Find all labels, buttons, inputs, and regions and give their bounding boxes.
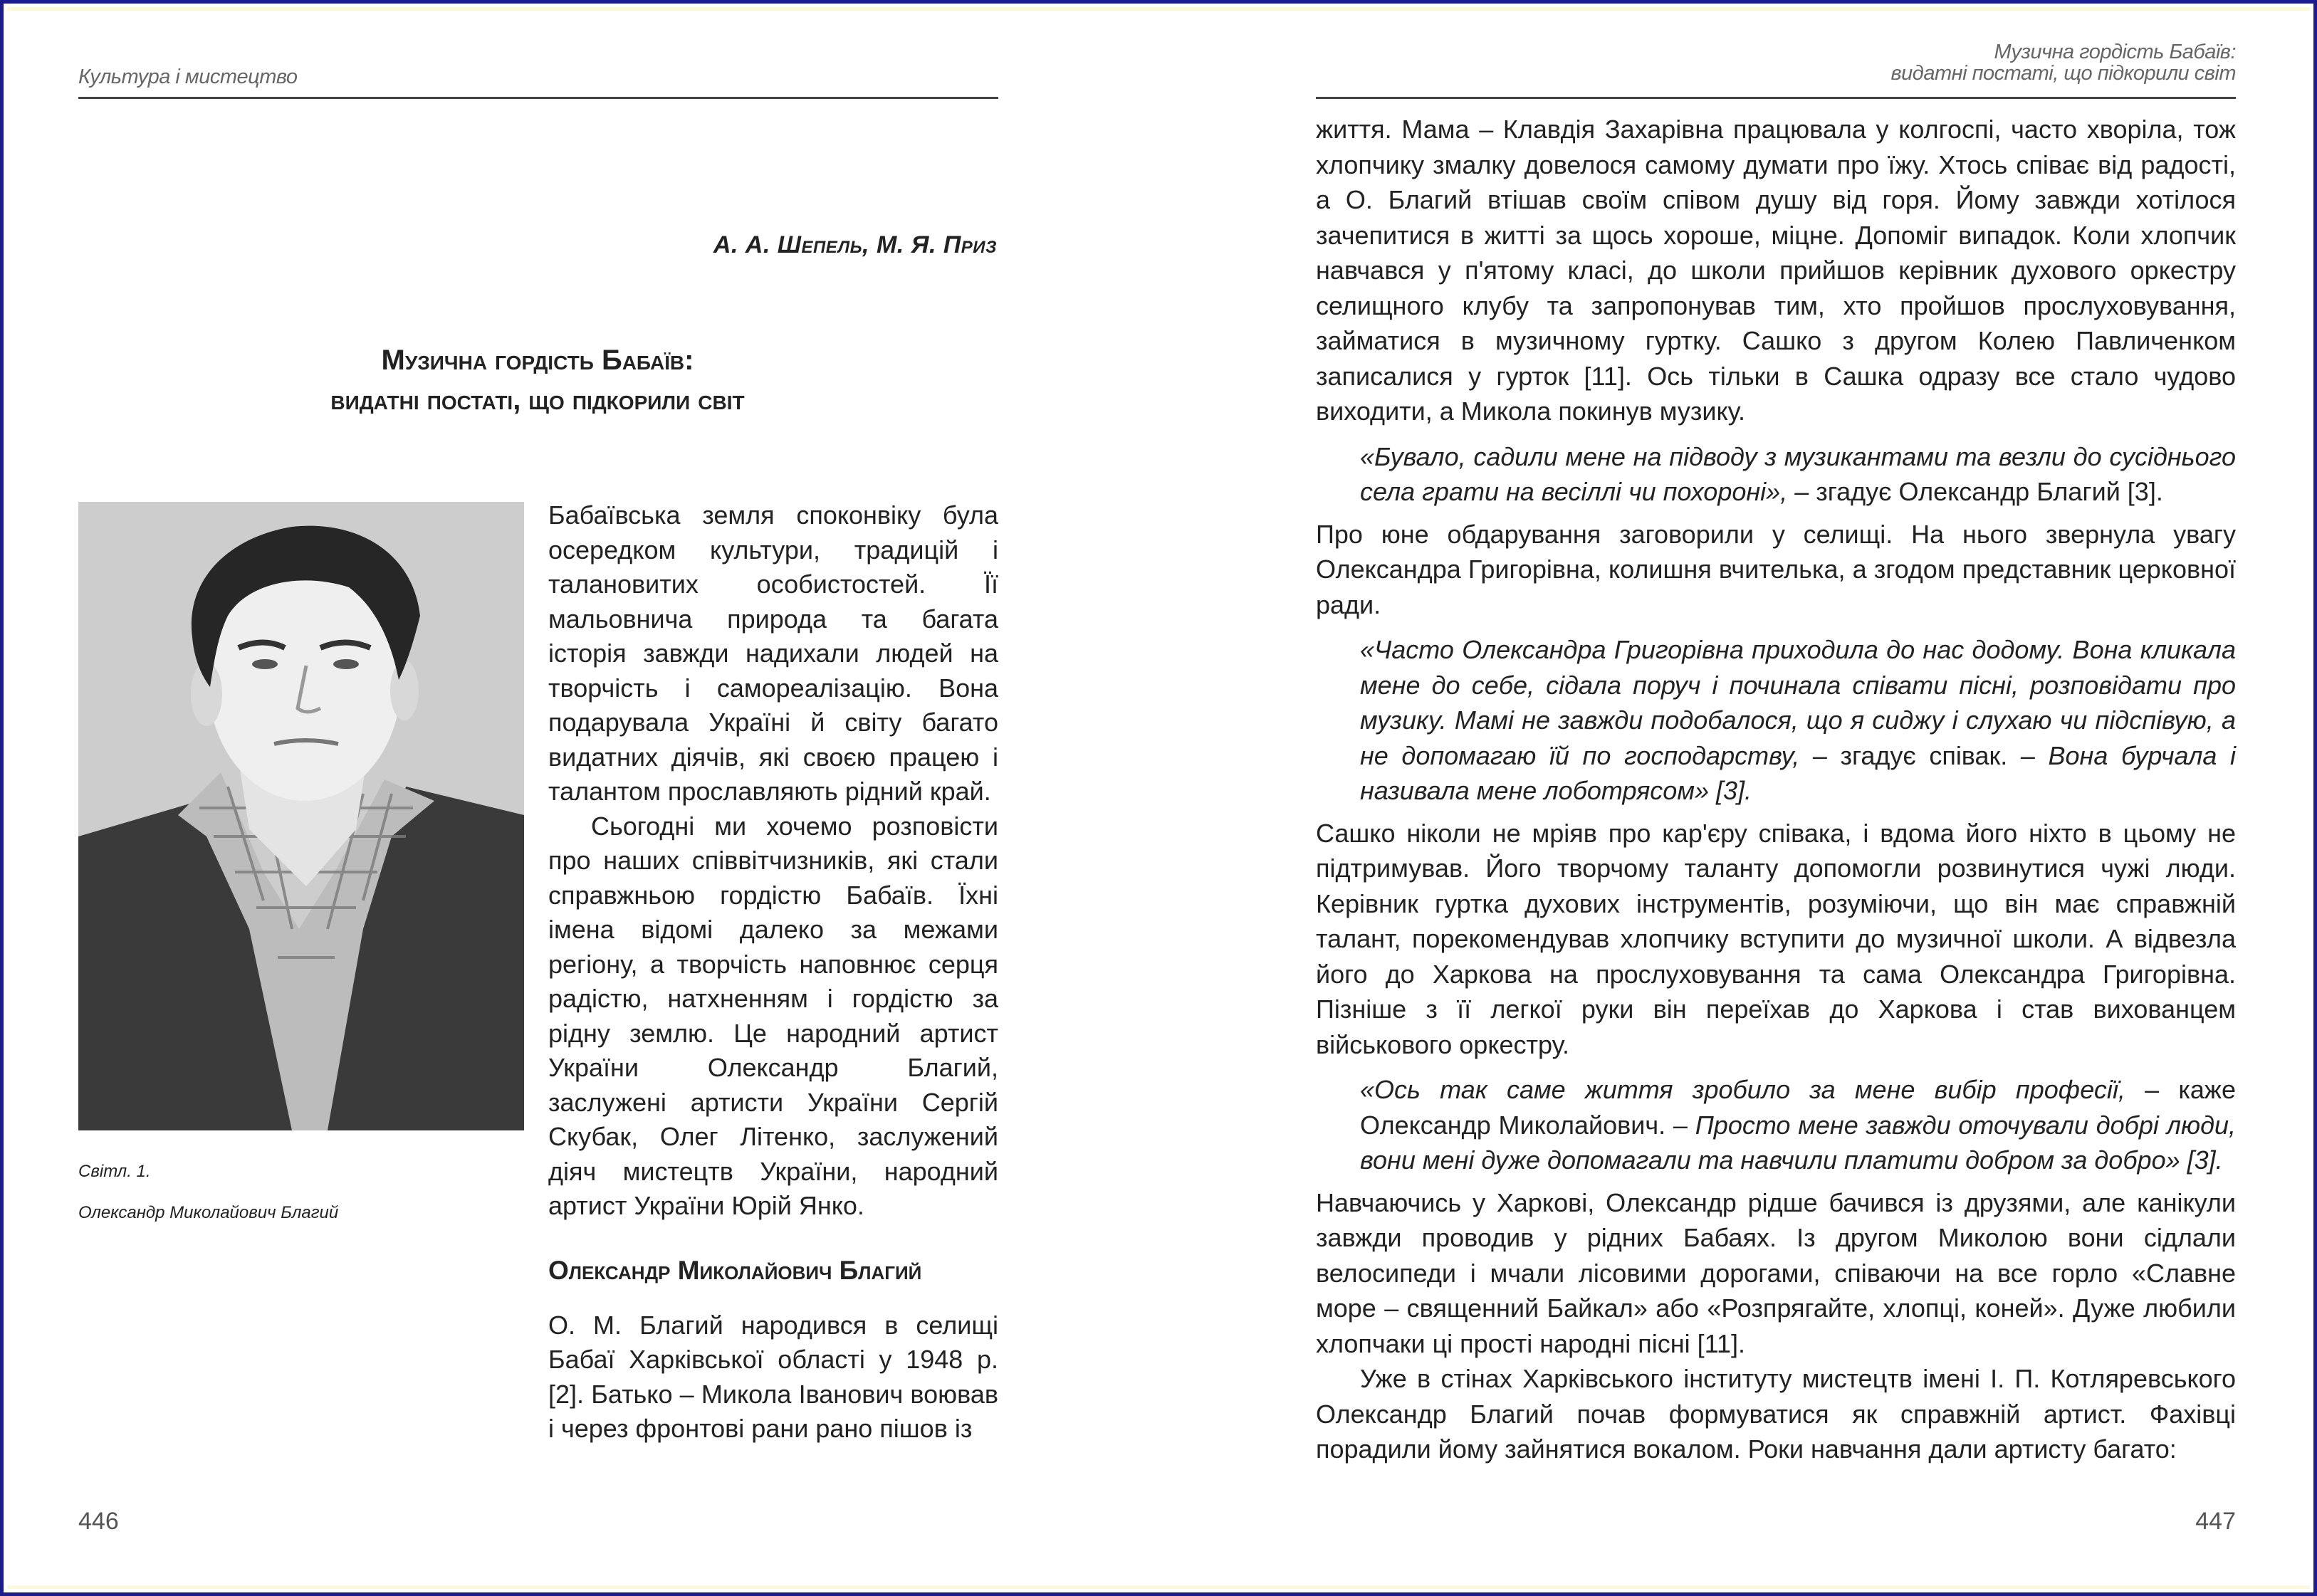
section-heading: Олександр Миколайович Благий (548, 1255, 922, 1285)
body-paragraph-3: Сашко ніколи не мріяв про кар'єру співака, і вдома його ніхто в цьому не підтримував. Його творчому таланту допомогли розвинутися чужі люди. Керівник гуртка духових інструментів, розуміючи, що він має справжній талант, порекомендував хлопчику вступити до музичної школи. А відвезла його до Харкова на прослуховування та сама Олександра Григорівна. Пізніше з її легкої руки він переїхав до Харкова і став вихованцем військового оркестру. (1316, 818, 2236, 1059)
title-line-2: видатні постаті, що підкорили світ (330, 384, 745, 416)
portrait-photo (78, 502, 524, 1130)
bio-paragraph: О. М. Благий народився в селищі Бабаї Харківської області у 1948 р. [2]. Батько – Микола Іванович воював і через фронтові рани рано пішов із (548, 1310, 998, 1443)
article-title (78, 340, 997, 420)
quote-2-italic: «Часто Олександра Григорівна приходила до нас додому. Вона кликала мене до себе, сідала поруч і починала співати пісні, розповідати про музику. Мамі не завжди подобалося, що я сиджу і слухаю чи підспівую, а не допомагаю їй по господарству, (1360, 635, 2236, 770)
title-line-1: Музична гордість Бабаїв: (381, 345, 694, 376)
left-page (0, 0, 1158, 1596)
body-paragraph-1: життя. Мама – Клавдія Захарівна працювала у колгоспі, часто хворіла, тож хлопчику змалку довелося самому думати про їжу. Хтось співає від радості, а О. Благий втішав своїм співом душу від горя. Йому завжди хотілося зачепитися в житті за щось хороше, міцне. Допоміг випадок. Коли хлопчик навчався у п'ятому класі, до школи прийшов керівник духового оркестру селищного клубу та запропонував тим, хто пройшов прослуховування, займатися в музичному гуртку. Сашко з другом Колею Павличенком записалися у гурток [11]. Ось тільки в Сашка одразу все стало чудово виходити, а Микола покинув музику. (1316, 115, 2236, 426)
article-authors: А. А. Шепель, М. Я. Приз (713, 231, 997, 258)
quote-3-attribution: – каже Олександр Миколайович. – (1360, 1075, 2236, 1140)
quote-2-italic-cont: Вона бурчала і називала мене лоботрясом» [3]. (1360, 740, 2236, 805)
body-paragraph-4: Навчаючись у Харкові, Олександр рідше бачився із друзями, але канікули завжди проводив у рідних Бабаях. Із другом Миколою вони сідлали велосипеди і мчали лісовими дорогами, співаючи на все горло «Славне море – священний Байкал» або «Розпрягайте, хлопці, коней». Дуже любили хлопчаки ці прості народні пісні [11]. (1316, 1187, 2236, 1358)
running-head-right-line-1: Музична гордість Бабаїв: (1994, 41, 2236, 63)
body-paragraph-2: Про юне обдарування заговорили у селищі. На нього звернула увагу Олександра Григорівна, колишня вчителька, а згодом представник церковної ради. (1316, 519, 2236, 619)
quote-1 (1316, 439, 2236, 510)
page-number-left: 446 (78, 1508, 119, 1535)
header-rule-right (1316, 97, 2236, 99)
right-column-text (1316, 112, 2236, 1467)
intro-paragraph-2: Сьогодні ми хочемо розповісти про наших співвітчизників, які стали справжньою гордістю Бабаїв. Їхні імена відомі далеко за межами регіону, а творчість наповнює серця радістю, натхненням і гордістю за рідну землю. Це народний артист України Олександр Благий, заслужені артисти України Сергій Скубак, Олег Літенко, заслужений діяч мистецтв України, народний артист України Юрій Янко. (548, 811, 998, 1220)
left-column-text (548, 498, 998, 1447)
quote-3-italic: «Ось так саме життя зробило за мене вибір професії, (1360, 1075, 2125, 1104)
quote-2 (1316, 632, 2236, 809)
right-page (1158, 0, 2317, 1596)
page-number-right: 447 (2195, 1508, 2236, 1535)
portrait-illustration (78, 502, 524, 1130)
figure-label: Світл. 1. (78, 1162, 151, 1181)
running-head-right-line-2: видатні постаті, що підкорили світ (1890, 62, 2236, 85)
quote-1-attribution: – згадує Олександр Благий [3]. (1787, 477, 2163, 506)
quote-3-italic-cont: Просто мене завжди оточували добрі люди, вони мені дуже допомагали та навчили платити добром за добро» [3]. (1360, 1110, 2236, 1175)
quote-3 (1316, 1072, 2236, 1178)
running-head-left: Культура і мистецтво (78, 65, 298, 88)
figure-caption: Олександр Миколайович Благий (78, 1203, 339, 1222)
intro-paragraph-1: Бабаївська земля споконвіку була осередком культури, традицій і талановитих особистостей. Її мальовнича природа та багата історія завжди надихали людей на творчість і самореалізацію. Вона подарувала Україні й світу багато видатних діячів, які своєю працею і талантом прославляють рідний край. (548, 500, 998, 806)
quote-2-attribution: – згадує співак. – (1799, 740, 2049, 770)
body-paragraph-5: Уже в стінах Харківського інституту мистецтв імені І. П. Котляревського Олександр Благий почав формуватися як справжній артист. Фахівці порадили йому зайнятися вокалом. Роки навчання дали артисту багато: (1316, 1364, 2236, 1464)
quote-1-italic: «Бувало, садили мене на підводу з музикантами та везли до сусіднього села грати на весіллі чи похороні», (1360, 441, 2236, 506)
header-rule-left (78, 97, 998, 99)
